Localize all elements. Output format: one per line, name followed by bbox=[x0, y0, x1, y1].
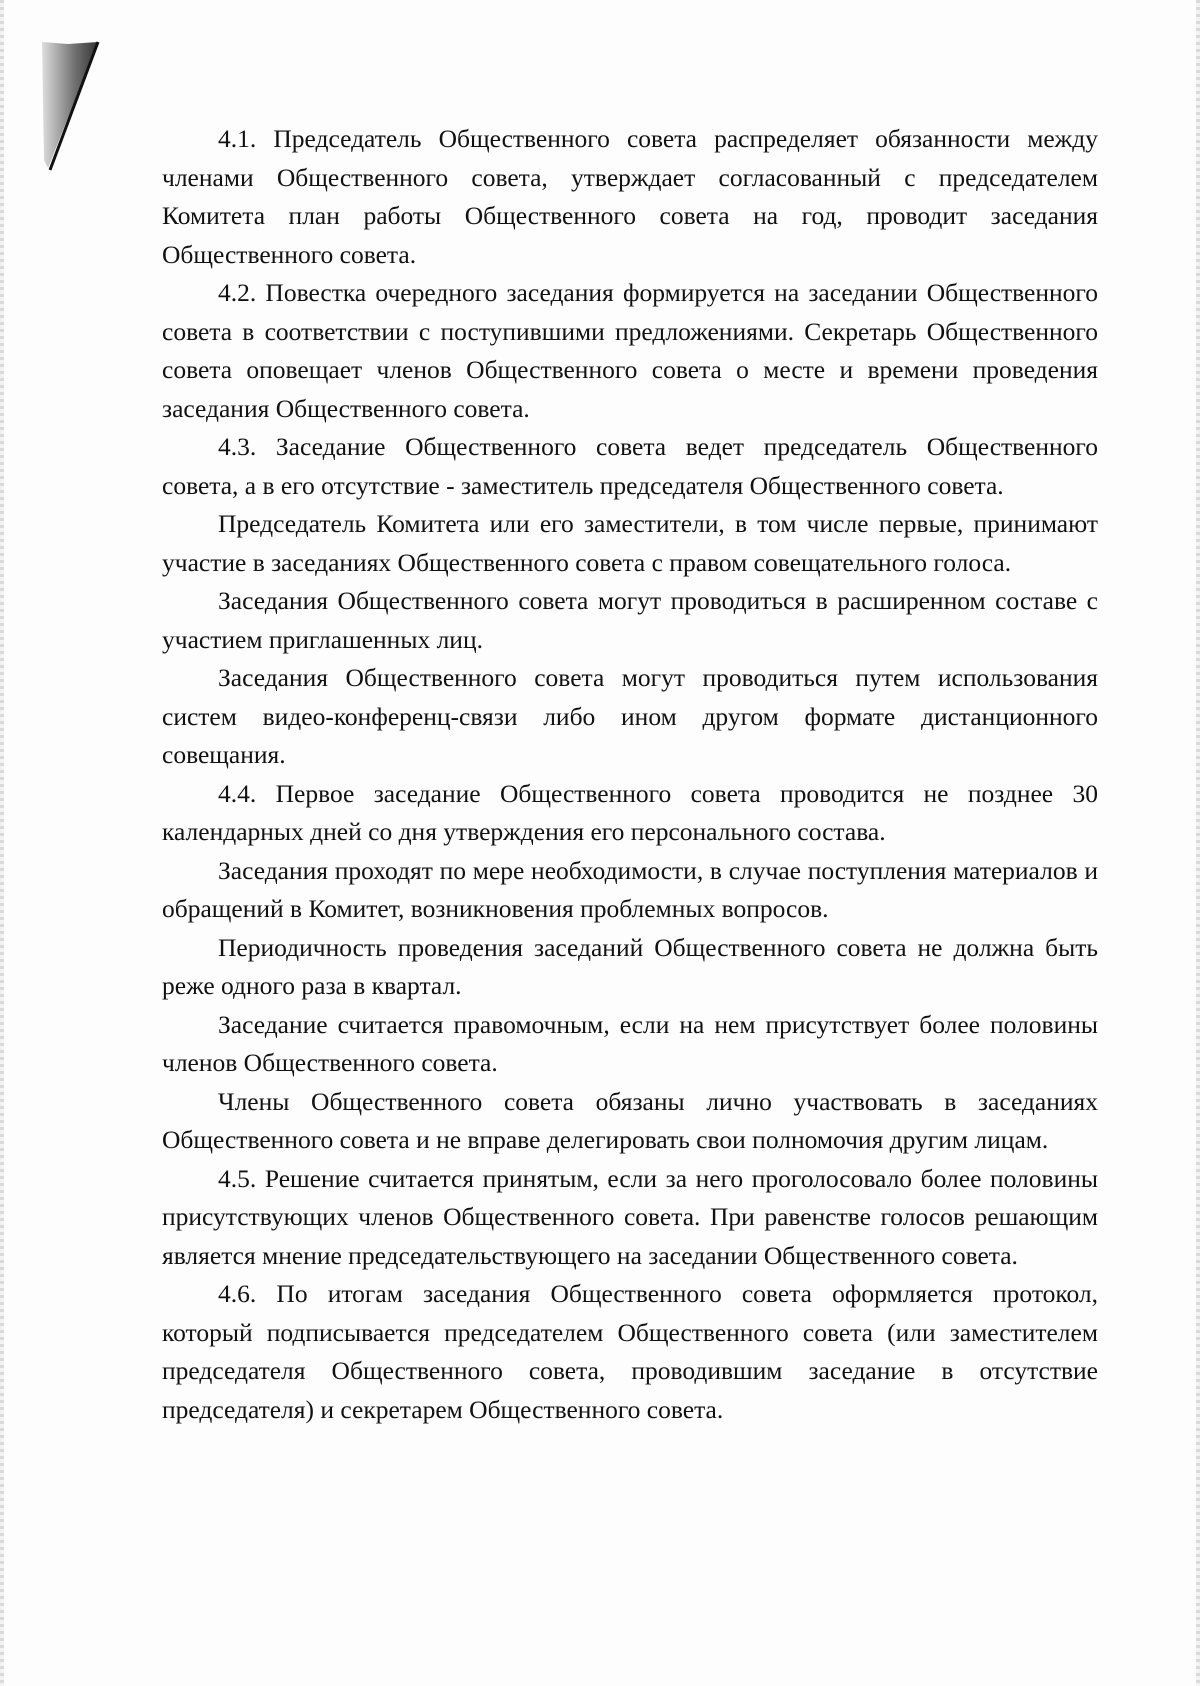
paragraph-4-3: 4.3. Заседание Общественного совета ведет председатель Общественного совета, а в его отсутствие - заместитель председателя Общественного совета. bbox=[162, 432, 1098, 500]
paragraph-4-5: 4.5. Решение считается принятым, если за него проголосовало более половины присутствующих членов Общественного совета. При равенстве голосов решающим является мнение председательствующего на заседании Общественного совета. bbox=[162, 1163, 1098, 1270]
paragraph-meeting-frequency-need: Заседания проходят по мере необходимости, в случае поступления материалов и обращений в Комитет, возникновения проблемных вопросов. bbox=[162, 855, 1098, 923]
document-body bbox=[162, 120, 1098, 1429]
paragraph-extended-meetings: Заседания Общественного совета могут проводиться в расширенном составе с участием приглашенных лиц. bbox=[162, 586, 1098, 654]
paragraph-4-4: 4.4. Первое заседание Общественного совета проводится не позднее 30 календарных дней со дня утверждения его персонального состава. bbox=[162, 778, 1098, 846]
paragraph-chairman-participation: Председатель Комитета или его заместители, в том числе первые, принимают участие в заседаниях Общественного совета с правом совещательного голоса. bbox=[162, 509, 1098, 577]
paragraph-member-attendance: Члены Общественного совета обязаны лично участвовать в заседаниях Общественного совета и не вправе делегировать свои полномочия другим лицам. bbox=[162, 1086, 1098, 1154]
paragraph-4-1: 4.1. Председатель Общественного совета распределяет обязанности между членами Общественного совета, утверждает согласованный с председателем Комитета план работы Общественного совета на год, проводит заседания Общественного совета. bbox=[162, 124, 1098, 269]
staple-mark-icon bbox=[40, 40, 110, 190]
paragraph-4-2: 4.2. Повестка очередного заседания формируется на заседании Общественного совета в соответствии с поступившими предложениями. Секретарь Общественного совета оповещает членов Общественного совета о месте и времени проведения заседания Общественного совета. bbox=[162, 278, 1098, 423]
paragraph-meeting-periodicity: Периодичность проведения заседаний Общественного совета не должна быть реже одного раза в квартал. bbox=[162, 932, 1098, 1000]
scan-edge-right bbox=[1196, 0, 1200, 1686]
paragraph-quorum: Заседание считается правомочным, если на нем присутствует более половины членов Общественного совета. bbox=[162, 1009, 1098, 1077]
paragraph-video-conference: Заседания Общественного совета могут проводиться путем использования систем видео-конференц-связи либо ином другом формате дистанционного совещания. bbox=[162, 663, 1098, 769]
paragraph-4-6: 4.6. По итогам заседания Общественного совета оформляется протокол, который подписывается председателем Общественного совета (или заместителем председателя Общественного совета, проводившим заседание в отсутствие председателя) и секретарем Общественного совета. bbox=[162, 1279, 1098, 1424]
scan-edge-left bbox=[0, 0, 4, 1686]
